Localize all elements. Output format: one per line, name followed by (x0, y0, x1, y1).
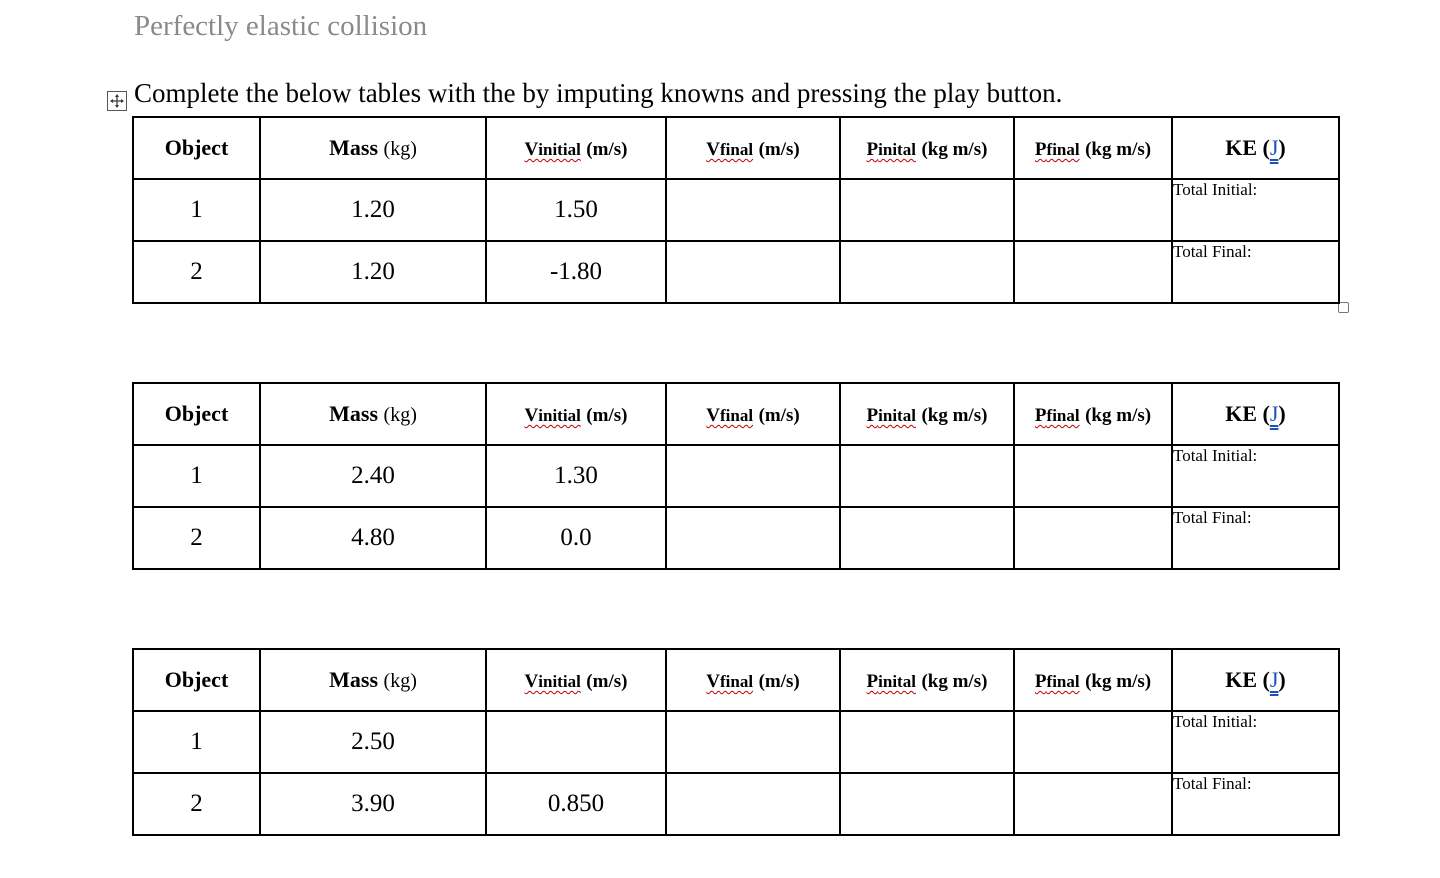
header-row (133, 117, 1339, 179)
header-p-final: Pfinal (kg m/s) (1014, 117, 1172, 179)
object-cell: 1 (133, 445, 260, 507)
ke-total-final-cell[interactable]: Total Final: (1172, 241, 1339, 303)
v-final-cell[interactable] (666, 179, 840, 241)
v-final-cell[interactable] (666, 507, 840, 569)
collision-table-2 (132, 382, 1340, 570)
header-ke: KE (J) (1172, 649, 1339, 711)
ke-total-final-cell[interactable]: Total Final: (1172, 773, 1339, 835)
header-mass: Mass (kg) (260, 117, 486, 179)
header-v-initial: Vinitial (m/s) (486, 649, 666, 711)
p-final-cell[interactable] (1014, 507, 1172, 569)
ke-total-initial-cell[interactable]: Total Initial: (1172, 445, 1339, 507)
p-initial-cell[interactable] (840, 179, 1014, 241)
object-cell: 1 (133, 179, 260, 241)
p-final-cell[interactable] (1014, 773, 1172, 835)
object-cell: 2 (133, 773, 260, 835)
v-initial-cell[interactable]: 0.850 (486, 773, 666, 835)
table-row (133, 179, 1339, 241)
header-ke: KE (J) (1172, 117, 1339, 179)
table-row (133, 241, 1339, 303)
header-object: Object (133, 117, 260, 179)
header-row (133, 649, 1339, 711)
p-initial-cell[interactable] (840, 241, 1014, 303)
table-row (133, 773, 1339, 835)
document-heading: Perfectly elastic collision (134, 10, 428, 42)
table-row (133, 507, 1339, 569)
p-initial-cell[interactable] (840, 773, 1014, 835)
header-mass: Mass (kg) (260, 649, 486, 711)
mass-cell[interactable]: 2.40 (260, 445, 486, 507)
v-initial-cell[interactable]: 1.30 (486, 445, 666, 507)
header-v-final: Vfinal (m/s) (666, 383, 840, 445)
header-v-initial: Vinitial (m/s) (486, 117, 666, 179)
p-final-cell[interactable] (1014, 241, 1172, 303)
ke-total-final-cell[interactable]: Total Final: (1172, 507, 1339, 569)
object-cell: 1 (133, 711, 260, 773)
p-final-cell[interactable] (1014, 711, 1172, 773)
p-initial-cell[interactable] (840, 711, 1014, 773)
header-p-final: Pfinal (kg m/s) (1014, 383, 1172, 445)
p-final-cell[interactable] (1014, 179, 1172, 241)
v-initial-cell[interactable]: 0.0 (486, 507, 666, 569)
object-cell: 2 (133, 241, 260, 303)
table-row (133, 445, 1339, 507)
p-initial-cell[interactable] (840, 445, 1014, 507)
header-v-initial: Vinitial (m/s) (486, 383, 666, 445)
mass-cell[interactable]: 2.50 (260, 711, 486, 773)
v-initial-cell[interactable] (486, 711, 666, 773)
four-way-arrow-icon (109, 93, 125, 109)
ke-total-initial-cell[interactable]: Total Initial: (1172, 179, 1339, 241)
header-object: Object (133, 649, 260, 711)
header-v-final: Vfinal (m/s) (666, 117, 840, 179)
mass-cell[interactable]: 1.20 (260, 179, 486, 241)
v-initial-cell[interactable]: -1.80 (486, 241, 666, 303)
header-object: Object (133, 383, 260, 445)
v-initial-cell[interactable]: 1.50 (486, 179, 666, 241)
header-p-final: Pfinal (kg m/s) (1014, 649, 1172, 711)
header-p-initial: Pinital (kg m/s) (840, 383, 1014, 445)
collision-table-3 (132, 648, 1340, 836)
table-move-handle-icon[interactable] (107, 91, 127, 111)
v-final-cell[interactable] (666, 711, 840, 773)
instructions-text: Complete the below tables with the by imputing knowns and pressing the play button. (134, 78, 1063, 108)
object-cell: 2 (133, 507, 260, 569)
v-final-cell[interactable] (666, 773, 840, 835)
v-final-cell[interactable] (666, 241, 840, 303)
mass-cell[interactable]: 3.90 (260, 773, 486, 835)
mass-cell[interactable]: 4.80 (260, 507, 486, 569)
header-ke: KE (J) (1172, 383, 1339, 445)
header-p-initial: Pinital (kg m/s) (840, 117, 1014, 179)
ke-total-initial-cell[interactable]: Total Initial: (1172, 711, 1339, 773)
mass-cell[interactable]: 1.20 (260, 241, 486, 303)
table-row (133, 711, 1339, 773)
v-final-cell[interactable] (666, 445, 840, 507)
header-p-initial: Pinital (kg m/s) (840, 649, 1014, 711)
header-row (133, 383, 1339, 445)
p-initial-cell[interactable] (840, 507, 1014, 569)
collision-table-1 (132, 116, 1340, 304)
p-final-cell[interactable] (1014, 445, 1172, 507)
header-v-final: Vfinal (m/s) (666, 649, 840, 711)
header-mass: Mass (kg) (260, 383, 486, 445)
